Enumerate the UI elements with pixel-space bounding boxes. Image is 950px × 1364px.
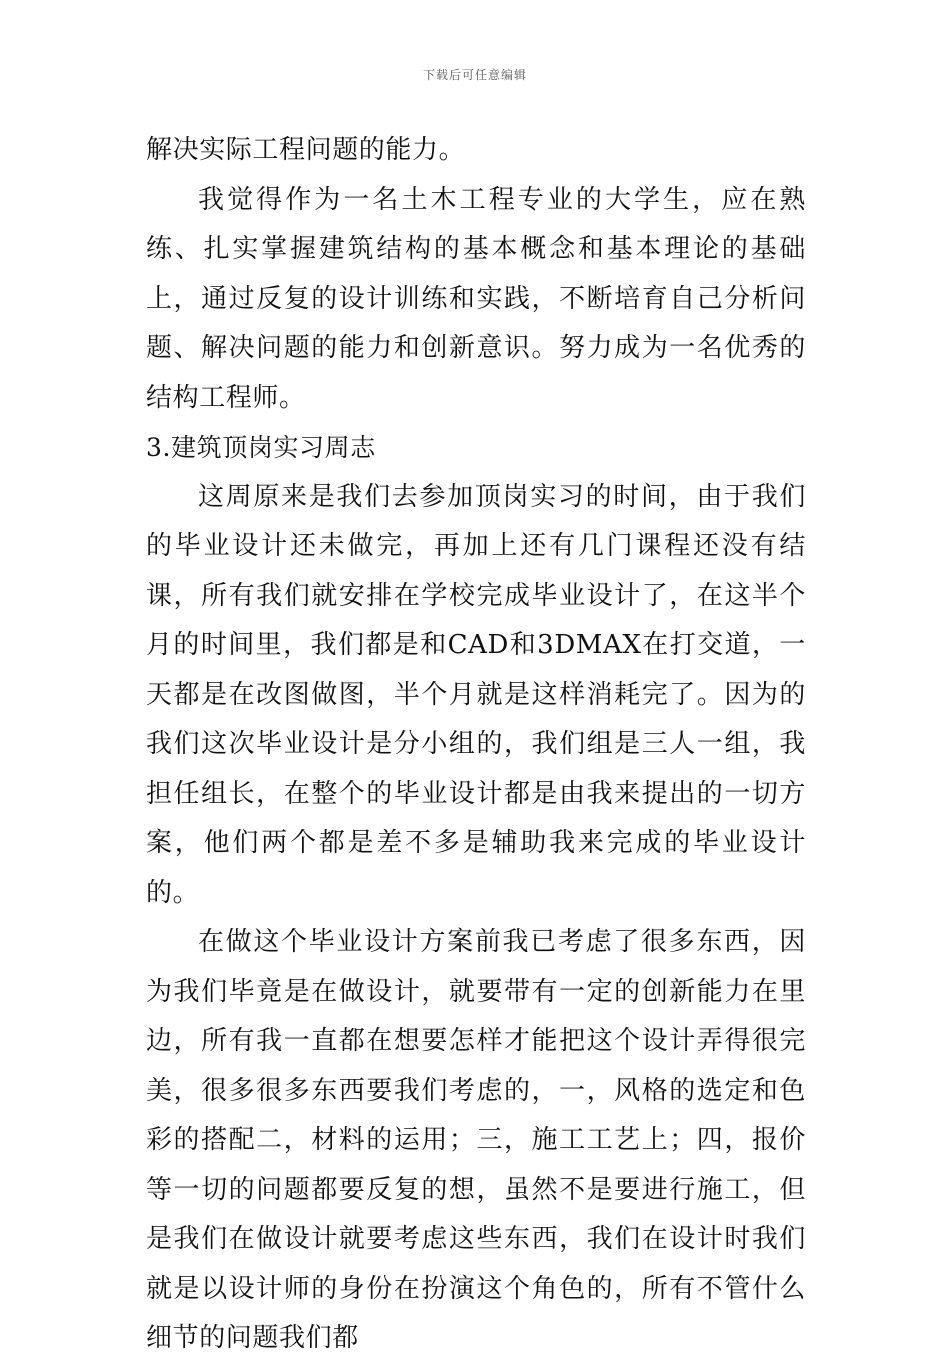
document-body xyxy=(146,126,806,1364)
section-heading: 3.建筑顶岗实习周志 xyxy=(146,433,376,462)
paragraph-internship-week: 这周原来是我们去参加顶岗实习的时间，由于我们的毕业设计还未做完，再加上还有几门课程还没有结课，所有我们就安排在学校完成毕业设计了，在这半个月的时间里，我们都是和CAD和3DMAX在打交道，一天都是在改图做图，半个月就是这样消耗完了。因为的我们这次毕业设计是分小组的，我们组是三人一组，我担任组长，在整个的毕业设计都是由我来提出的一切方案，他们两个都是差不多是辅助我来完成的毕业设计的。 xyxy=(146,481,806,908)
paragraph-design-considerations: 在做这个毕业设计方案前我已考虑了很多东西，因为我们毕竟是在做设计，就要带有一定的创新能力在里边，所有我一直都在想要怎样才能把这个设计弄得很完美，很多很多东西要我们考虑的，一，风格的选定和色彩的搭配二，材料的运用；三，施工工艺上；四，报价等一切的问题都要反复的想，虽然不是要进行施工，但是我们在做设计就要考虑这些东西，我们在设计时我们就是以设计师的身份在扮演这个角色的，所有不管什么细节的问题我们都 xyxy=(146,927,806,1353)
header-note: 下载后可任意编辑 xyxy=(422,68,527,82)
paragraph-reflection: 我觉得作为一名土木工程专业的大学生，应在熟练、扎实掌握建筑结构的基本概念和基本理论的基础上，通过反复的设计训练和实践，不断培育自己分析问题、解决问题的能力和创新意识。努力成为一名优秀的结构工程师。 xyxy=(146,184,806,413)
paragraph-continuation: 解决实际工程问题的能力。 xyxy=(146,135,466,165)
